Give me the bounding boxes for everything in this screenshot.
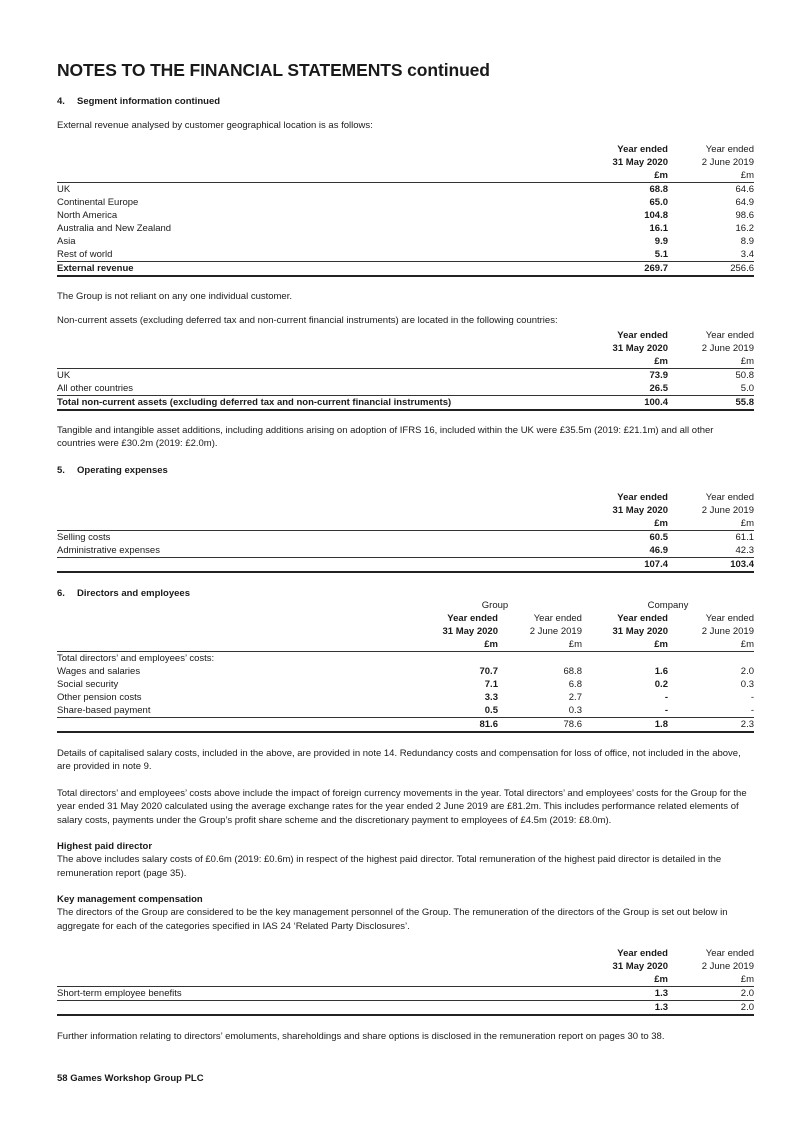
col-header: 31 May 2020 xyxy=(612,156,668,168)
further-info-note: Further information relating to directors’ emoluments, shareholdings and share options is disclosed in the remuneration report on pages 30 to 38. xyxy=(57,1031,665,1042)
section-number: 4. xyxy=(57,96,65,107)
col-header: £m xyxy=(578,355,668,369)
table-row: Selling costs 60.5 61.1 xyxy=(57,531,754,543)
section-5-heading xyxy=(57,465,754,476)
section-6-heading xyxy=(57,588,754,599)
table-row: Total directors’ and employees’ costs: xyxy=(57,652,215,664)
section-number: 6. xyxy=(57,587,65,599)
col-header: £m xyxy=(578,517,668,531)
section-title: Directors and employees xyxy=(77,587,190,599)
table-row: Continental Europe 65.0 64.9 xyxy=(57,196,754,208)
operating-expenses-table xyxy=(57,491,754,573)
section-number: 5. xyxy=(57,464,65,476)
group-header: Group xyxy=(481,599,509,611)
key-management-heading: Key management compensation xyxy=(57,894,203,905)
costs-note: Total directors’ and employees’ costs above include the impact of foreign currency movements in the year. Total directors’ and employees’ costs for the Group for the year ended 31 May 2020 calculated using the average exchange rates for the year ended 2 June 2019 are £81.2m. This includes performance related elements of salary costs, payments under the Group’s profit share scheme and the discretionary payment to employees of £4.5m (2019: £8.0m). xyxy=(57,787,747,826)
company-header: Company xyxy=(647,599,689,611)
table-row: Administrative expenses 46.9 42.3 xyxy=(57,544,754,556)
assets-table xyxy=(57,329,754,411)
highest-paid-text: The above includes salary costs of £0.6m (2019: £0.6m) in respect of the highest paid director. Total remuneration of the highest paid director is detailed in the remuneration report (page 35). xyxy=(57,854,722,879)
col-header: £m xyxy=(578,169,668,183)
total-row: External revenue 269.7 256.6 xyxy=(57,262,754,274)
table-row: Asia 9.9 8.9 xyxy=(57,235,754,247)
page-content xyxy=(57,58,754,1044)
table-row: Share-based payment 0.5 0.3 - - xyxy=(57,704,754,716)
page-footer: 58 Games Workshop Group PLC xyxy=(57,1073,204,1084)
table-row: Wages and salaries 70.7 68.8 1.6 2.0 xyxy=(57,665,754,677)
assets-intro: Non-current assets (excluding deferred tax and non-current financial instruments) are located in the following countries: xyxy=(57,315,558,326)
additions-note: Tangible and intangible asset additions, including additions arising on adoption of IFRS 16, included within the UK were £35.5m (2019: £21.1m) and all other countries were £30.2m (2019: £2.0m). xyxy=(57,424,714,449)
total-row: 107.4 103.4 xyxy=(57,557,754,572)
col-header: Year ended xyxy=(617,329,668,341)
key-management-text: The directors of the Group are considered to be the key management personnel of the Group. The remuneration of the directors of the Group is set out below in aggregate for each of the categories specified in IAS 24 ‘Related Party Disclosures’. xyxy=(57,907,728,932)
section-title: Operating expenses xyxy=(77,464,168,476)
col-header: Year ended xyxy=(705,491,754,503)
col-header: £m xyxy=(668,517,754,531)
table-row: Other pension costs 3.3 2.7 - - xyxy=(57,691,754,703)
revenue-intro: External revenue analysed by customer geographical location is as follows: xyxy=(57,120,373,131)
revenue-table xyxy=(57,143,754,277)
page-title: NOTES TO THE FINANCIAL STATEMENTS continued xyxy=(57,60,490,80)
col-header: 2 June 2019 xyxy=(701,342,754,354)
col-header: 31 May 2020 xyxy=(612,504,668,516)
table-row: North America 104.8 98.6 xyxy=(57,209,754,221)
col-header: 2 June 2019 xyxy=(701,504,754,516)
table-row: All other countries 26.5 5.0 xyxy=(57,382,754,394)
col-header: £m xyxy=(668,169,754,183)
table-row: Rest of world 5.1 3.4 xyxy=(57,248,754,260)
section-title: Segment information continued xyxy=(77,96,221,107)
col-header: £m xyxy=(668,355,754,369)
total-row: Total non-current assets (excluding deferred tax and non-current financial instruments) 100.4 55.8 xyxy=(57,396,754,408)
table-row: Australia and New Zealand 16.1 16.2 xyxy=(57,222,754,234)
table-row: Social security 7.1 6.8 0.2 0.3 xyxy=(57,678,754,690)
highest-paid-heading: Highest paid director xyxy=(57,841,153,852)
capitalised-note: Details of capitalised salary costs, included in the above, are provided in note 14. Redundancy costs and compensation for loss of office, not included in the above, are provided in note 9. xyxy=(57,747,741,772)
col-header: Year ended xyxy=(617,143,668,155)
table-row: Short-term employee benefits 1.3 2.0 xyxy=(57,988,754,999)
key-management-table: Year ended Year ended 31 May 2020 2 June 2019 £m £m Short-term employee benefits 1.3 2.0 1.3 2.0 xyxy=(57,948,754,1013)
table-row: UK 68.8 64.6 xyxy=(57,183,754,195)
col-header: 31 May 2020 xyxy=(612,342,668,354)
directors-employees-table: Group Company Year ended Year ended Year ended Year ended 31 May 2020 2 June 2019 31 May 2020 2 June 2019 £m £m £m £m Total directors’ and employees’ costs: Wages and salaries 70.7 68.8 1.6 2.0 Social security 7.1 6.8 0.2 0.3 Other pension costs 3.3 2.7 - - Share-based payment 0.5 0.3 - - 81.6 78.6 1.8 2.3 xyxy=(57,599,754,730)
customer-note: The Group is not reliant on any one individual customer. xyxy=(57,290,292,302)
col-header: Year ended xyxy=(705,143,754,155)
col-header: Year ended xyxy=(617,491,668,503)
table-row: UK 73.9 50.8 xyxy=(57,369,754,381)
col-header: Year ended xyxy=(705,329,754,341)
col-header: 2 June 2019 xyxy=(701,156,754,168)
section-4-heading xyxy=(57,96,754,107)
total-row: 1.3 2.0 xyxy=(57,1001,754,1016)
total-row: 81.6 78.6 1.8 2.3 xyxy=(57,717,754,732)
